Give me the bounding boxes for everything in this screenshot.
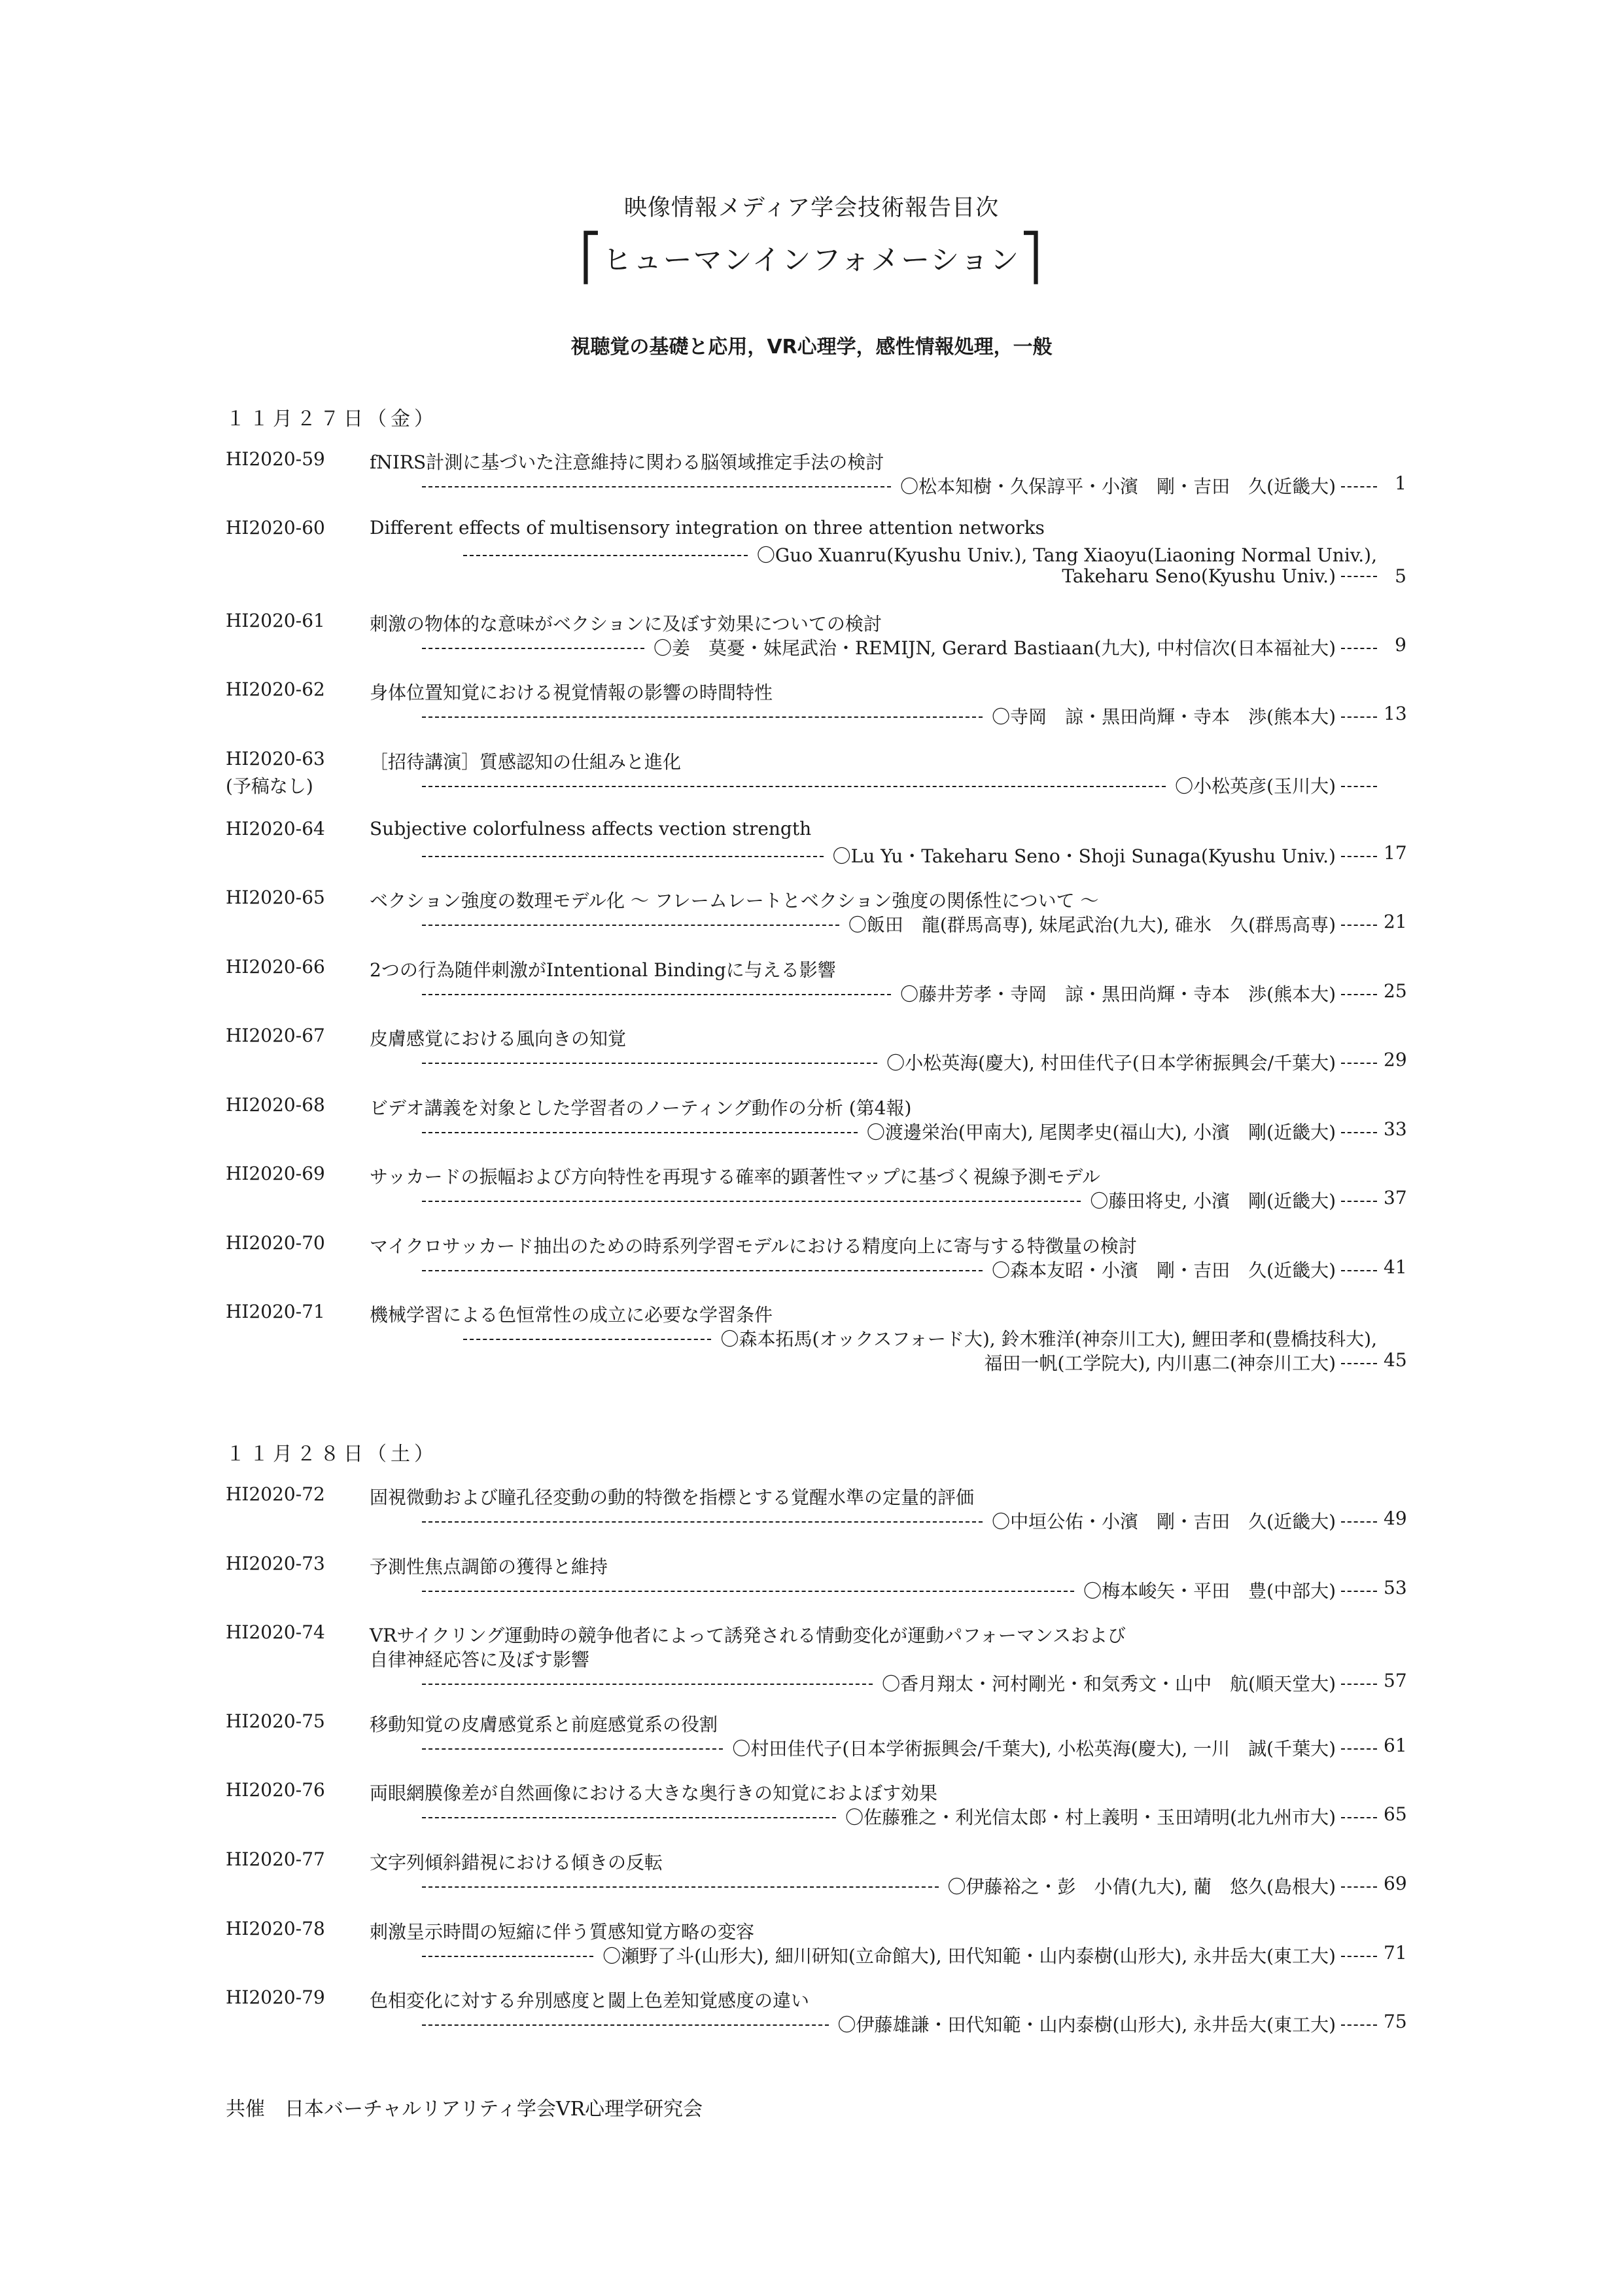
report-number: HI2020-75 — [226, 1710, 325, 1732]
dot-leader — [422, 648, 644, 649]
author-line — [422, 1508, 1377, 1534]
dot-leader-tail — [1341, 648, 1377, 649]
report-number: HI2020-61 — [226, 610, 325, 631]
author-names: 〇梅本峻矢・平田 豊(中部大) — [1083, 1580, 1336, 1602]
dot-leader-tail — [1341, 576, 1377, 577]
dot-leader — [422, 1591, 1074, 1592]
page-number: 17 — [1384, 842, 1407, 864]
dot-leader — [422, 1063, 877, 1064]
page-number: 69 — [1384, 1873, 1407, 1894]
page-number: 57 — [1384, 1670, 1407, 1691]
author-line — [422, 634, 1377, 660]
dot-leader — [422, 1270, 983, 1271]
left-bracket: ⎡ — [580, 231, 603, 284]
report-number: HI2020-77 — [226, 1848, 325, 1870]
author-line — [422, 772, 1377, 798]
page-number: 53 — [1384, 1577, 1407, 1598]
dot-leader — [422, 1684, 873, 1685]
dot-leader-tail — [1341, 786, 1377, 787]
paper-title: 刺激の物体的な意味がベクションに及ぼす効果についての検討 — [370, 613, 882, 635]
report-number: HI2020-78 — [226, 1918, 325, 1939]
author-names: 〇小松英海(慶大), 村田佳代子(日本学術振興会/千葉大) — [886, 1052, 1336, 1074]
dot-leader — [422, 856, 824, 857]
author-names: 〇Lu Yu・Takeharu Seno・Shoji Sunaga(Kyushu Univ.) — [832, 845, 1336, 867]
dot-leader — [422, 1886, 939, 1888]
report-number: HI2020-68 — [226, 1094, 325, 1116]
author-names: 〇飯田 龍(群馬高専), 妹尾武治(九大), 碓氷 久(群馬高専) — [848, 914, 1336, 936]
page-number: 21 — [1384, 911, 1407, 932]
author-names: 〇Guo Xuanru(Kyushu Univ.), Tang Xiaoyu(Liaoning Normal Univ.), — [756, 544, 1377, 566]
author-line — [463, 1325, 1377, 1351]
topics-line: 視聴覚の基礎と応用，VR心理学，感性情報処理，一般 — [570, 336, 1053, 359]
dot-leader-tail — [1341, 486, 1377, 487]
author-names: 〇森本拓馬(オックスフォード大), 鈴木雅洋(神奈川工大), 鯉田孝和(豊橋技科大), — [720, 1328, 1377, 1350]
report-number: HI2020-59 — [226, 448, 325, 470]
paper-title: Subjective colorfulness affects vection strength — [370, 818, 812, 839]
dot-leader-tail — [1341, 716, 1377, 718]
author-names: 〇藤田将史, 小濱 剛(近畿大) — [1090, 1190, 1336, 1212]
author-line — [985, 1349, 1378, 1375]
paper-title: 2つの行為随伴刺激がIntentional Bindingに与える影響 — [370, 959, 836, 981]
page-number: 65 — [1384, 1803, 1407, 1825]
author-line — [422, 980, 1377, 1006]
right-bracket: ⎤ — [1020, 231, 1043, 284]
report-title: 映像情報メディア学会技術報告目次 — [623, 195, 1000, 221]
dot-leader-tail — [1341, 1063, 1377, 1064]
dot-leader — [422, 1817, 836, 1818]
day-heading: １１月２８日（土） — [226, 1443, 438, 1466]
author-names: 福田一帆(工学院大), 内川惠二(神奈川工大) — [984, 1352, 1336, 1374]
paper-title: 固視微動および瞳孔径変動の動的特徴を指標とする覚醒水準の定量的評価 — [370, 1487, 975, 1508]
report-number: HI2020-71 — [226, 1301, 325, 1322]
dot-leader — [463, 1339, 711, 1340]
report-number: HI2020-72 — [226, 1483, 325, 1505]
dot-leader-tail — [1341, 1956, 1377, 1957]
report-number: HI2020-69 — [226, 1163, 325, 1184]
author-line — [422, 1577, 1377, 1603]
page-number: 25 — [1384, 980, 1407, 1002]
paper-title: Different effects of multisensory integration on three attention networks — [370, 517, 1045, 539]
dot-leader — [422, 1521, 983, 1523]
dot-leader-tail — [1341, 856, 1377, 857]
author-line — [1062, 565, 1377, 587]
paper-title: VRサイクリング運動時の競争他者によって誘発される情動変化が運動パフォーマンスおよび — [370, 1625, 1126, 1646]
dot-leader — [422, 1132, 858, 1133]
page-number: 1 — [1395, 472, 1406, 494]
author-line — [422, 1256, 1377, 1282]
dot-leader — [422, 1748, 723, 1750]
paper-title: ベクション強度の数理モデル化 ～ フレームレートとベクション強度の関係性について ～ — [370, 890, 1099, 911]
report-number: HI2020-73 — [226, 1553, 325, 1574]
paper-title: ［招待講演］質感認知の仕組みと進化 — [370, 751, 682, 773]
paper-title: ビデオ講義を対象とした学習者のノーティング動作の分析 (第4報) — [370, 1097, 912, 1119]
report-number: HI2020-66 — [226, 956, 325, 978]
author-names: 〇渡邊栄治(甲南大), 尾関孝史(福山大), 小濱 剛(近畿大) — [866, 1122, 1336, 1143]
paper-title: 移動知覚の皮膚感覚系と前庭感覚系の役割 — [370, 1714, 718, 1735]
dot-leader-tail — [1341, 1201, 1377, 1202]
dot-leader — [422, 994, 891, 995]
report-number: HI2020-67 — [226, 1025, 325, 1046]
author-line — [422, 911, 1377, 937]
report-number: HI2020-62 — [226, 679, 325, 700]
dot-leader — [422, 1956, 593, 1957]
author-names: 〇藤井芳孝・寺岡 諒・黒田尚輝・寺本 渉(熊本大) — [900, 983, 1336, 1005]
page-number: 61 — [1384, 1735, 1407, 1756]
no-manuscript-note: (予稿なし) — [226, 775, 313, 797]
paper-title: 色相変化に対する弁別感度と閾上色差知覚感度の違い — [370, 1990, 810, 2011]
report-number: HI2020-65 — [226, 887, 325, 908]
paper-title: 身体位置知覚における視覚情報の影響の時間特性 — [370, 682, 773, 703]
paper-title: サッカードの振幅および方向特性を再現する確率的顕著性マップに基づく視線予測モデル — [370, 1166, 1100, 1188]
dot-leader-tail — [1341, 1363, 1377, 1364]
author-line — [422, 1803, 1377, 1829]
dot-leader — [422, 2024, 829, 2026]
committee-name-text: ヒューマンインフォメーション — [602, 243, 1021, 277]
paper-title: 両眼網膜像差が自然画像における大きな奥行きの知覚におよぼす効果 — [370, 1782, 938, 1804]
author-line — [422, 842, 1377, 868]
page-number: 49 — [1384, 1508, 1407, 1529]
paper-title: 文字列傾斜錯視における傾きの反転 — [370, 1852, 663, 1873]
page-number: 75 — [1384, 2011, 1407, 2032]
report-number: HI2020-79 — [226, 1987, 325, 2008]
page-number: 41 — [1384, 1256, 1407, 1278]
cosponsor-note: 共催 日本バーチャルリアリティ学会VR心理学研究会 — [226, 2098, 703, 2121]
dot-leader-tail — [1341, 1886, 1377, 1888]
dot-leader-tail — [1341, 994, 1377, 995]
report-number: HI2020-76 — [226, 1779, 325, 1801]
dot-leader — [422, 925, 839, 926]
dot-leader-tail — [1341, 1748, 1377, 1750]
report-number: HI2020-70 — [226, 1232, 325, 1254]
page-number: 13 — [1384, 703, 1407, 724]
author-names: 〇伊藤裕之・彭 小倩(九大), 藺 悠久(島根大) — [947, 1876, 1336, 1898]
paper-title: 刺激呈示時間の短縮に伴う質感知覚方略の変容 — [370, 1921, 755, 1943]
dot-leader-tail — [1341, 1270, 1377, 1271]
page-number: 5 — [1395, 565, 1406, 587]
author-line — [422, 1735, 1377, 1761]
paper-title-line2: 自律神経応答に及ぼす影響 — [370, 1649, 590, 1670]
page-number: 33 — [1384, 1118, 1407, 1140]
paper-title: 皮膚感覚における風向きの知覚 — [370, 1028, 627, 1050]
dot-leader — [422, 1201, 1081, 1202]
report-number: HI2020-64 — [226, 818, 325, 839]
author-names: 〇中垣公佑・小濱 剛・吉田 久(近畿大) — [992, 1511, 1336, 1532]
page-number: 29 — [1384, 1049, 1407, 1070]
author-line — [422, 703, 1377, 729]
author-names: 〇小松英彦(玉川大) — [1175, 775, 1336, 797]
author-line — [422, 2011, 1377, 2037]
report-number: HI2020-60 — [226, 517, 325, 539]
dot-leader-tail — [1341, 1684, 1377, 1685]
dot-leader-tail — [1341, 2024, 1377, 2026]
author-names: 〇香月翔太・河村剛光・和気秀文・山中 航(順天堂大) — [882, 1673, 1336, 1695]
author-line — [422, 1049, 1377, 1075]
author-names: Takeharu Seno(Kyushu Univ.) — [1062, 565, 1336, 587]
author-names: 〇瀬野了斗(山形大), 細川研知(立命館大), 田代知範・山内泰樹(山形大), 永井岳大(東工大) — [602, 1945, 1336, 1967]
page-number: 37 — [1384, 1187, 1407, 1209]
author-line — [422, 1118, 1377, 1144]
page-number: 9 — [1395, 634, 1406, 656]
author-line — [422, 1670, 1377, 1696]
author-names: 〇伊藤雄謙・田代知範・山内泰樹(山形大), 永井岳大(東工大) — [837, 2014, 1336, 2036]
dot-leader — [422, 486, 891, 487]
dot-leader-tail — [1341, 1817, 1377, 1818]
page-number: 71 — [1384, 1942, 1407, 1964]
dot-leader — [422, 786, 1166, 787]
paper-title: fNIRS計測に基づいた注意維持に関わる脳領域推定手法の検討 — [370, 451, 884, 473]
paper-title: マイクロサッカード抽出のための時系列学習モデルにおける精度向上に寄与する特徴量の検討 — [370, 1235, 1137, 1257]
report-number: HI2020-74 — [226, 1621, 325, 1643]
dot-leader-tail — [1341, 1132, 1377, 1133]
report-number: HI2020-63 — [226, 748, 325, 769]
author-line — [422, 1187, 1377, 1213]
committee-name — [0, 232, 1623, 283]
paper-title: 予測性焦点調節の獲得と維持 — [370, 1556, 608, 1578]
author-names: 〇村田佳代子(日本学術振興会/千葉大), 小松英海(慶大), 一川 誠(千葉大) — [732, 1738, 1336, 1759]
dot-leader-tail — [1341, 1521, 1377, 1523]
author-line — [463, 541, 1377, 567]
author-line — [422, 1942, 1377, 1968]
dot-leader — [463, 555, 748, 556]
author-names: 〇森本友昭・小濱 剛・吉田 久(近畿大) — [992, 1260, 1336, 1281]
page-number: 45 — [1384, 1349, 1407, 1371]
dot-leader — [422, 716, 983, 718]
author-names: 〇佐藤雅之・利光信太郎・村上義明・玉田靖明(北九州市大) — [845, 1807, 1336, 1828]
author-names: 〇寺岡 諒・黒田尚輝・寺本 渉(熊本大) — [992, 706, 1336, 728]
author-line — [422, 1873, 1377, 1899]
dot-leader-tail — [1341, 925, 1377, 926]
author-line — [422, 472, 1377, 499]
author-names: 〇姜 莫憂・妹尾武治・REMIJN, Gerard Bastiaan(九大), 中村信次(日本福祉大) — [654, 637, 1336, 659]
paper-title: 機械学習による色恒常性の成立に必要な学習条件 — [370, 1304, 773, 1326]
day-heading: １１月２７日（金） — [226, 408, 438, 431]
dot-leader-tail — [1341, 1591, 1377, 1592]
author-names: 〇松本知樹・久保諄平・小濱 剛・吉田 久(近畿大) — [900, 476, 1336, 497]
